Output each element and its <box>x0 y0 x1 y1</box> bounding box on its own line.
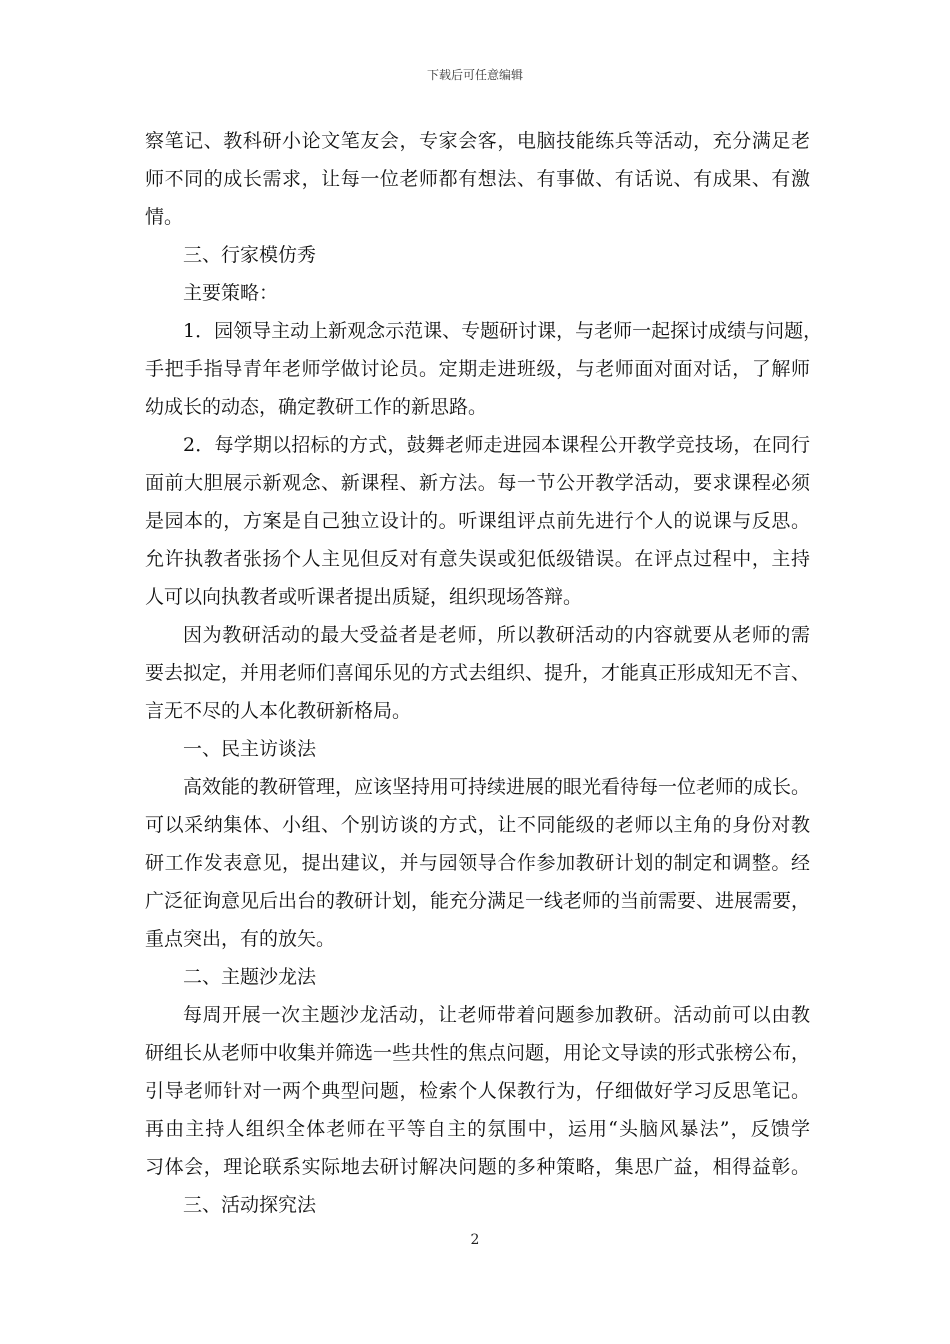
text-line: 高效能的教研管理，应该坚持用可持续进展的眼光看待每一位老师的成长。 <box>183 776 811 798</box>
text-line: 察笔记、教科研小论文笔友会，专家会客，电脑技能练兵等活动，充分满足老 <box>145 130 810 152</box>
text-line: 人可以向执教者或听课者提出质疑，组织现场答辩。 <box>145 586 583 608</box>
text-line: 每周开展一次主题沙龙活动，让老师带着问题参加教研。活动前可以由教 <box>183 1004 810 1026</box>
text-line: 手把手指导青年老师学做讨论员。定期走进班级，与老师面对面对话，了解师 <box>145 358 810 380</box>
text-line: 重点突出，有的放矢。 <box>145 928 336 950</box>
text-line: 情。 <box>145 206 184 228</box>
text-line: 二、主题沙龙法 <box>183 966 317 988</box>
text-line: 研工作发表意见，提出建议，并与园领导合作参加教研计划的制定和调整。经 <box>145 852 810 874</box>
text-line: 面前大胆展示新观念、新课程、新方法。每一节公开教学活动，要求课程必须 <box>145 472 810 494</box>
text-line: 师不同的成长需求，让每一位老师都有想法、有事做、有话说、有成果、有激 <box>145 168 810 190</box>
text-line: 三、活动探究法 <box>183 1194 317 1216</box>
text-line: 三、行家模仿秀 <box>183 244 317 266</box>
text-line: 研组长从老师中收集并筛选一些共性的焦点问题，用论文导读的形式张榜公布， <box>145 1042 811 1064</box>
text-line: 是园本的，方案是自己独立设计的。听课组评点前先进行个人的说课与反思。 <box>145 510 810 532</box>
text-line: 允许执教者张扬个人主见但反对有意失误或犯低级错误。在评点过程中，主持 <box>145 548 810 570</box>
text-line: 1．园领导主动上新观念示范课、专题研讨课，与老师一起探讨成绩与问题， <box>183 320 823 342</box>
text-line: 习体会，理论联系实际地去研讨解决问题的多种策略，集思广益，相得益彰。 <box>145 1156 810 1178</box>
text-line: 可以采纳集体、小组、个别访谈的方式，让不同能级的老师以主角的身份对教 <box>145 814 810 836</box>
page-header: 下载后可任意编辑 <box>426 68 523 82</box>
text-line: 广泛征询意见后出台的教研计划，能充分满足一线老师的当前需要、进展需要， <box>145 890 811 912</box>
text-line: 言无不尽的人本化教研新格局。 <box>145 700 412 722</box>
document-body <box>145 122 823 1224</box>
text-line: 一、民主访谈法 <box>183 738 317 760</box>
text-line: 要去拟定，并用老师们喜闻乐见的方式去组织、提升，才能真正形成知无不言、 <box>145 662 811 684</box>
text-line: 因为教研活动的最大受益者是老师，所以教研活动的内容就要从老师的需 <box>183 624 810 646</box>
page-number: 2 <box>470 1232 480 1248</box>
text-line: 引导老师针对一两个典型问题，检索个人保教行为，仔细做好学习反思笔记。 <box>145 1080 810 1102</box>
text-line: 2．每学期以招标的方式，鼓舞老师走进园本课程公开教学竞技场，在同行 <box>183 434 810 456</box>
text-line: 幼成长的动态，确定教研工作的新思路。 <box>145 396 488 418</box>
text-line: 主要策略： <box>183 282 279 304</box>
text-line: 再由主持人组织全体老师在平等自主的氛围中，运用“头脑风暴法”，反馈学 <box>145 1118 810 1140</box>
